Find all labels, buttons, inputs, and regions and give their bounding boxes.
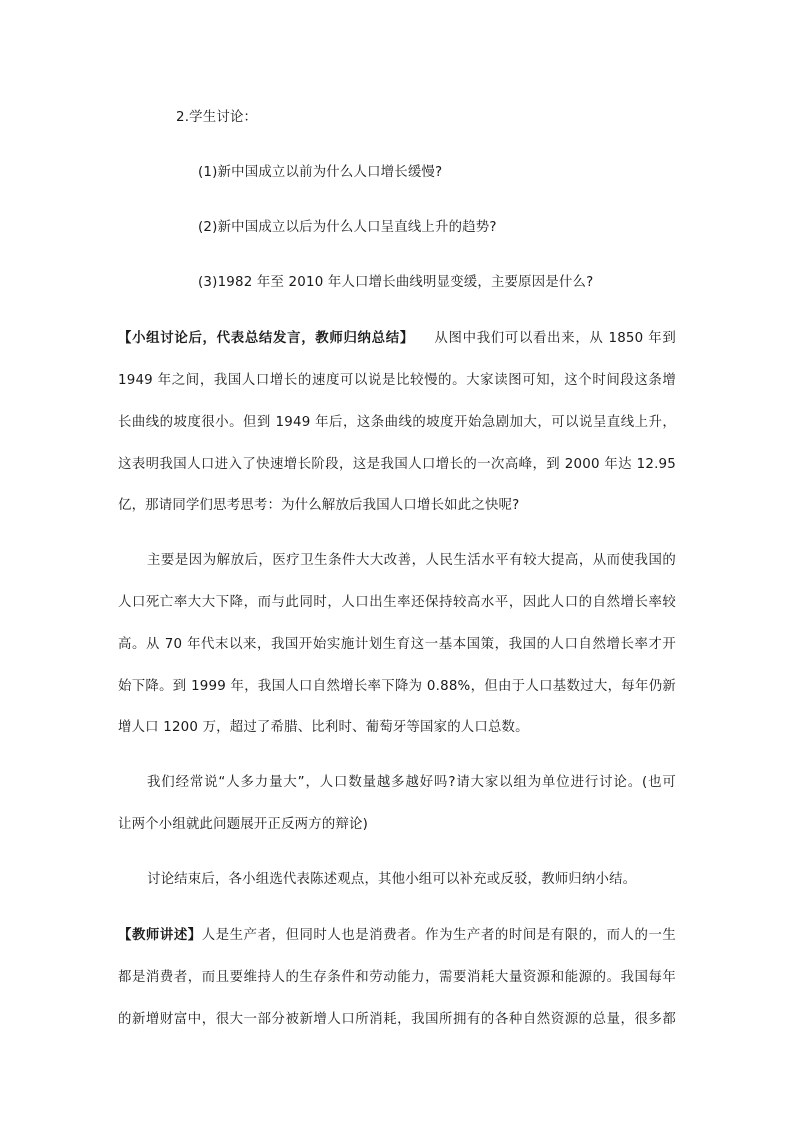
lecture-line-3: 的新增财富中，很大一部分被新增人口所消耗，我国所拥有的各种自然资源的总量，很多都	[118, 1012, 676, 1027]
summary-line-3: 长曲线的坡度很小。但到 1949 年后，这条曲线的坡度开始急剧加大，可以说呈直线上升，	[118, 415, 676, 430]
lecture-line-1-text: 人是生产者，但同时人也是消费者。作为生产者的时间是有限的，而人的一生	[201, 928, 676, 943]
reason-line-1: 主要是因为解放后，医疗卫生条件大大改善，人民生活水平有较大提高，从而使我国的	[147, 553, 676, 568]
section-heading: 2.学生讨论：	[176, 110, 258, 125]
question-3: (3)1982 年至 2010 年人口增长曲线明显变缓，主要原因是什么?	[198, 275, 594, 290]
debate-line-2: 让两个小组就此问题展开正反两方的辩论)	[118, 817, 369, 832]
summary-line-1-text: 从图中我们可以看出来，从 1850 年到	[433, 331, 676, 346]
reason-line-5: 增人口 1200 万，超过了希腊、比利时、葡萄牙等国家的人口总数。	[118, 720, 529, 735]
lecture-line-2: 都是消费者，而且要维持人的生存条件和劳动能力，需要消耗大量资源和能源的。我国每年	[118, 970, 676, 985]
debate-line-1: 我们经常说“人多力量大”，人口数量越多越好吗?请大家以组为单位进行讨论。(也可	[147, 775, 676, 790]
summary-line-2: 1949 年之间，我国人口增长的速度可以说是比较慢的。大家读图可知，这个时间段这条增	[118, 373, 676, 388]
reason-line-3: 高。从 70 年代末以来，我国开始实施计划生育这一基本国策，我国的人口自然增长率才开	[118, 637, 676, 652]
question-2: (2)新中国成立以后为什么人口呈直线上升的趋势?	[198, 220, 497, 235]
reason-line-4: 始下降。到 1999 年，我国人口自然增长率下降为 0.88%，但由于人口基数过大，每年仍新	[118, 679, 676, 694]
lecture-line-1	[118, 927, 676, 945]
reason-line-2: 人口死亡率大大下降，而与此同时，人口出生率还保持较高水平，因此人口的自然增长率较	[118, 595, 676, 610]
summary-tag: 【小组讨论后，代表总结发言，教师归纳总结】	[118, 331, 414, 346]
summary-line-4: 这表明我国人口进入了快速增长阶段，这是我国人口增长的一次高峰，到 2000 年达 12.95	[118, 457, 676, 472]
summary-line-5: 亿，那请同学们思考思考：为什么解放后我国人口增长如此之快呢?	[118, 498, 520, 513]
question-1: (1)新中国成立以前为什么人口增长缓慢?	[198, 165, 443, 180]
conclusion-line: 讨论结束后，各小组选代表陈述观点，其他小组可以补充或反驳，教师归纳小结。	[147, 872, 637, 887]
lecture-tag: 【教师讲述】	[118, 928, 202, 943]
summary-line-1	[118, 330, 676, 348]
